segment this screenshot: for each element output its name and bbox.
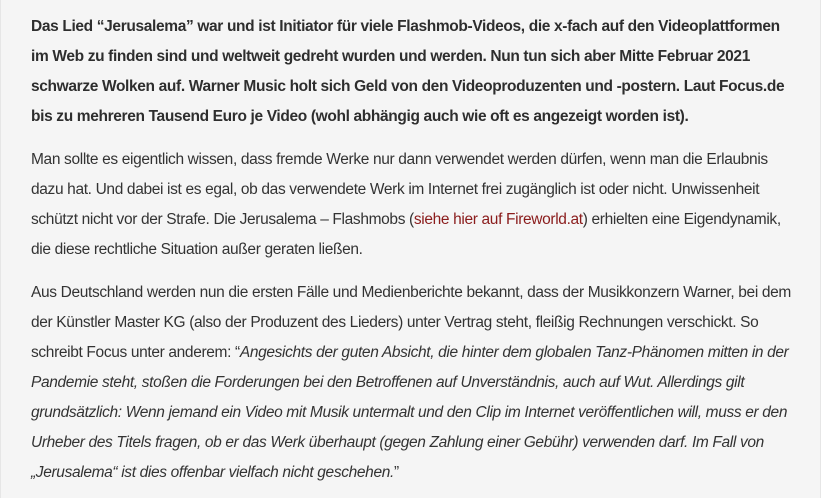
paragraph-warner	[31, 278, 801, 488]
paragraph-warner-intro: Aus Deutschland werden nun die ersten Fälle und Medienberichte bekannt, dass der Musikkonzern Warner, bei dem der Künstler Master KG (also der Produzent des Lieders) unter Vertrag steht, fleißig Rechnungen verschickt. So schreibt Focus unter anderem: “	[31, 284, 791, 361]
article-body	[31, 12, 801, 498]
paragraph-legal-text-start: Man sollte es eigentlich wissen, dass fremde Werke nur dann verwendet werden dürfen, wenn man die Erlaubnis dazu hat. Und dabei ist es egal, ob das verwendete Werk im Internet frei zugänglich ist oder nicht. Unwissenheit schützt nicht vor der Strafe. Die Jerusalema – Flashmobs (	[31, 151, 768, 228]
lead-paragraph: Das Lied “Jerusalema” war und ist Initiator für viele Flashmob-Videos, die x-fach auf den Videoplattformen im Web zu finden sind und weltweit gedreht wurden und werden. Nun tun sich aber Mitte Februar 2021 schwarze Wolken auf. Warner Music holt sich Geld von den Videoproduzenten und -postern. Laut Focus.de bis zu mehreren Tausend Euro je Video (wohl abhängig auch wie oft es angezeigt worden ist).	[31, 18, 785, 125]
focus-quote: Angesichts der guten Absicht, die hinter dem globalen Tanz-Phänomen mitten in der Pandemie steht, stoßen die Forderungen bei den Betroffenen auf Unverständnis, auch auf Wut. Allerdings gilt grundsätzlich: Wenn jemand ein Video mit Musik untermalt und den Clip im Internet veröffentlichen will, muss er den Urheber des Titels fragen, ob er das Werk überhaupt (gegen Zahlung einer Gebühr) verwenden darf. Im Fall von „Jerusalema“ ist dies offenbar vielfach nicht geschehen.	[31, 344, 789, 481]
paragraph-legal-text-end: ) erhielten eine Eigendynamik, die diese rechtliche Situation außer geraten ließen.	[31, 211, 781, 258]
fireworld-link[interactable]: siehe hier auf Fireworld.at	[413, 211, 583, 228]
paragraph-legal	[31, 145, 801, 265]
quote-close-mark: ”	[393, 464, 399, 481]
